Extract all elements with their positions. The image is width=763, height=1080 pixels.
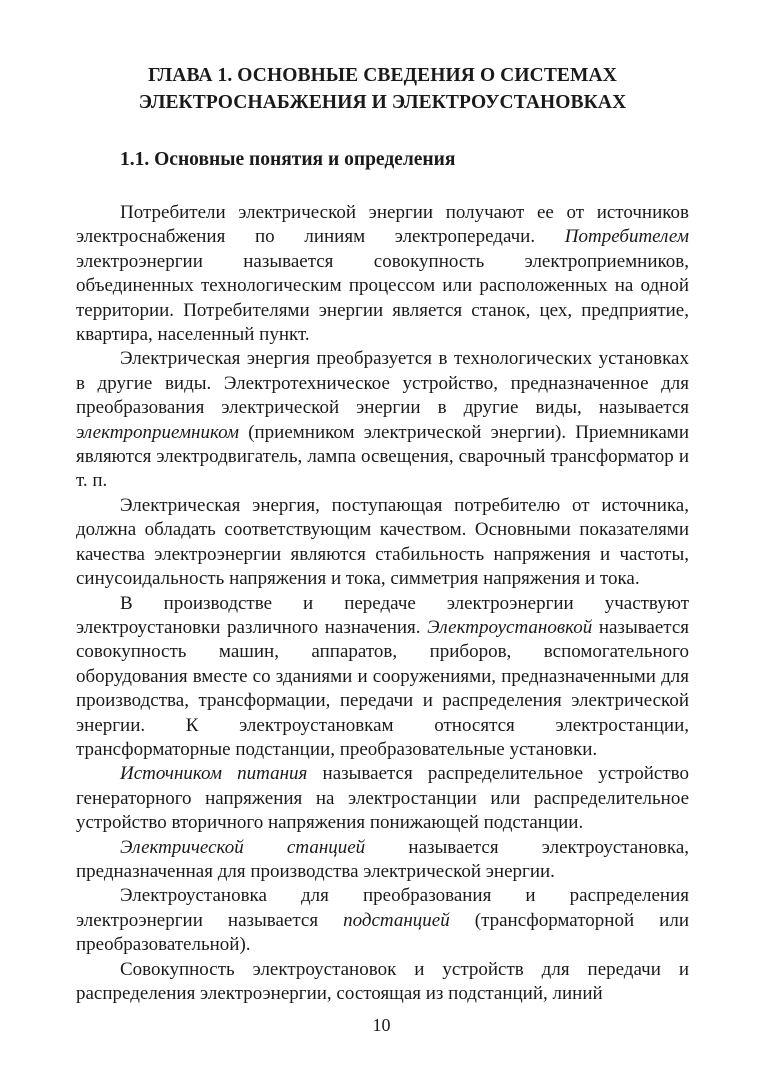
paragraph-text: В производстве и передаче электроэнергии участвуют электроустановки различного назначения.: [76, 592, 689, 638]
paragraph: [76, 836, 689, 885]
paragraph-text: Электрическая энергия преобразуется в технологических установках в другие виды. Электротехническое устройство, предназначенное для преобразования электрической энергии в другие виды, называется: [76, 348, 689, 419]
paragraph-text: (приемником электрической энергии). Приемниками являются электродвигатель, лампа освещения, сварочный трансформатор и т. п.: [76, 421, 689, 492]
paragraph-text: называется совокупность машин, аппаратов, приборов, вспомогательного оборудования вместе со зданиями и сооружениями, предназначенными для производства, трансформации, передачи и распределения электрической энергии. К электроустановкам относятся электростанции, трансформаторные подстанции, преобразовательные установки.: [76, 616, 689, 760]
paragraph: [76, 347, 689, 493]
term-italic: Электрической станцией: [120, 836, 366, 858]
document-page: [76, 62, 689, 1006]
paragraph-text: электроэнергии называется совокупность электроприемников, объединенных технологическим процессом или расположенных на одной территории. Потребителями энергии является станок, цех, предприятие, квартира, населенный пункт.: [76, 250, 689, 346]
term-italic: Потребителем: [564, 226, 689, 248]
paragraph-text: Электроустановка для преобразования и распределения электроэнергии называется: [76, 885, 689, 931]
chapter-title-line-2: ЭЛЕКТРОСНАБЖЕНИЯ И ЭЛЕКТРОУСТАНОВКАХ: [138, 92, 627, 113]
term-italic: электроприемником: [76, 421, 240, 443]
paragraph-text: (трансформаторной или преобразовательной).: [76, 909, 689, 956]
paragraph: [76, 201, 689, 347]
paragraph-text: называется распределительное устройство генераторного напряжения на электростанции или распределительное устройство вторичного напряжения понижающей подстанции.: [76, 763, 690, 834]
term-italic: Электроустановкой: [427, 616, 593, 638]
paragraph: [76, 884, 689, 957]
paragraph: [76, 494, 689, 592]
body-text: [76, 201, 689, 1006]
paragraph: [76, 762, 689, 835]
page-number: 10: [372, 1015, 391, 1035]
paragraph: [76, 592, 689, 763]
paragraph-text: называется электроустановка, предназначенная для производства электрической энергии.: [76, 836, 689, 882]
term-italic: подстанцией: [343, 909, 450, 931]
chapter-title: [76, 62, 689, 116]
paragraph-text: Потребители электрической энергии получают ее от источников электроснабжения по линиям электропередачи.: [76, 202, 689, 248]
paragraph-text: Электрическая энергия, поступающая потребителю от источника, должна обладать соответствующим качеством. Основными показателями качества электроэнергии являются стабильность напряжения и частоты, синусоидальность напряжения и тока, симметрия напряжения и тока.: [76, 494, 689, 590]
paragraph: [76, 958, 689, 1007]
section-title: 1.1. Основные понятия и определения: [120, 149, 456, 170]
paragraph-text: Совокупность электроустановок и устройств для передачи и распределения электроэнергии, состоящая из подстанций, линий: [76, 958, 689, 1004]
chapter-title-line-1: ГЛАВА 1. ОСНОВНЫЕ СВЕДЕНИЯ О СИСТЕМАХ: [148, 65, 617, 86]
term-italic: Источником питания: [120, 763, 308, 785]
